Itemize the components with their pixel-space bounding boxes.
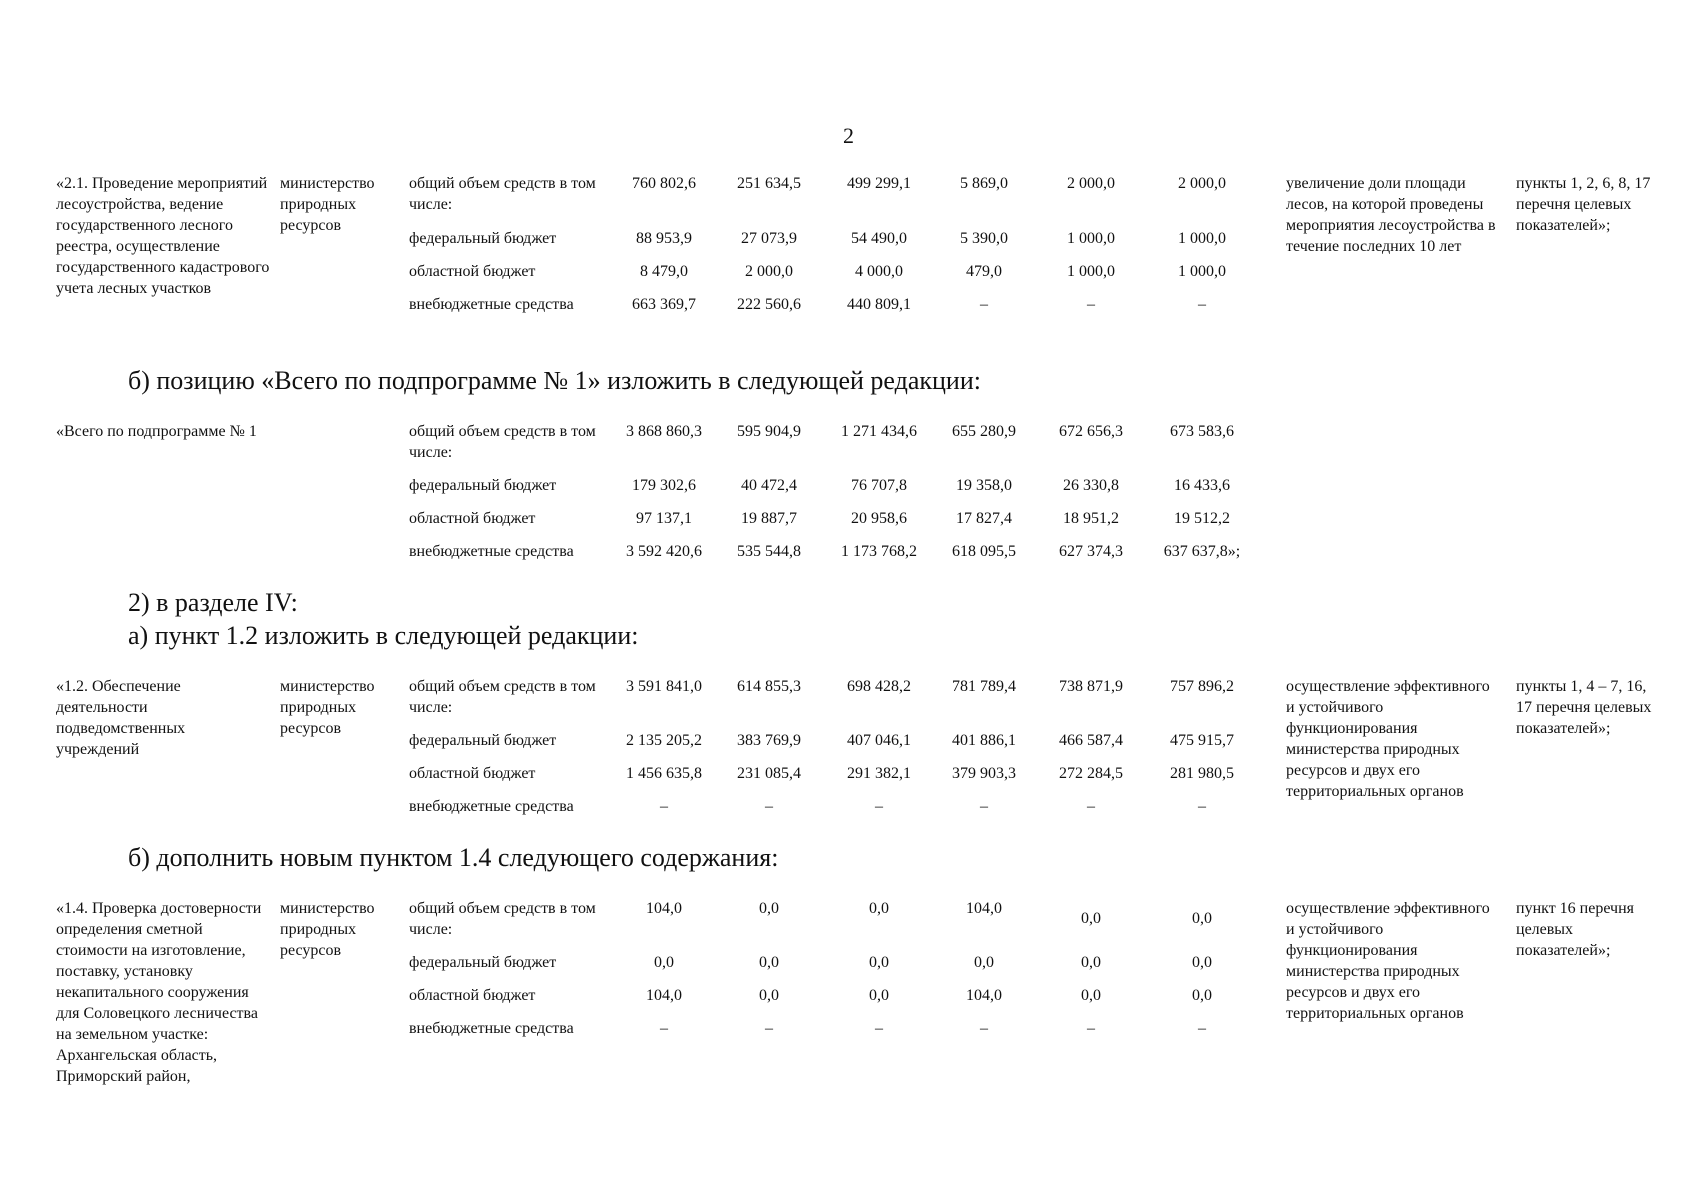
funding-row-extrabudgetary <box>409 541 1319 574</box>
value-cell: – <box>1087 798 1095 815</box>
value-cell: – <box>1198 798 1206 815</box>
value-cell: 88 953,9 <box>636 230 692 247</box>
value-cell: 627 374,3 <box>1059 543 1123 560</box>
measure-name: «2.1. Проведение мероприятий лесоустройства, ведение государственного лесного реестра, осуществление государственного кадастрового учета лесных участков <box>56 175 270 297</box>
value-cell: – <box>1087 296 1095 313</box>
funding-row-extrabudgetary <box>409 1018 1319 1051</box>
value-cell: – <box>980 296 988 313</box>
funding-source: федеральный бюджет <box>409 230 557 247</box>
value-cell: 1 000,0 <box>1178 230 1226 247</box>
funding-source: федеральный бюджет <box>409 954 557 971</box>
value-cell: 760 802,6 <box>632 175 696 192</box>
funding-source: федеральный бюджет <box>409 477 557 494</box>
executor: министерство природных ресурсов <box>280 175 375 234</box>
funding-source: общий объем средств в том числе: <box>409 423 596 461</box>
funding-source: областной бюджет <box>409 263 536 280</box>
value-cell: – <box>875 1020 883 1037</box>
value-cell: 0,0 <box>869 987 889 1004</box>
funding-row-total <box>409 173 1319 215</box>
value-cell: 673 583,6 <box>1170 423 1234 440</box>
funding-source: общий объем средств в том числе: <box>409 175 596 213</box>
value-cell: – <box>660 798 668 815</box>
value-cell: 5 869,0 <box>960 175 1008 192</box>
value-cell: 0,0 <box>869 954 889 971</box>
value-cell: 401 886,1 <box>952 732 1016 749</box>
value-cell: 595 904,9 <box>737 423 801 440</box>
value-cell: 272 284,5 <box>1059 765 1123 782</box>
value-cell: 0,0 <box>1192 954 1212 971</box>
value-cell: 1 000,0 <box>1067 230 1115 247</box>
section-heading: а) пункт 1.2 изложить в следующей редакции: <box>128 621 639 650</box>
value-cell: 0,0 <box>1081 987 1101 1004</box>
value-cell: 0,0 <box>759 954 779 971</box>
executor: министерство природных ресурсов <box>280 900 375 959</box>
value-cell: 179 302,6 <box>632 477 696 494</box>
measure-name: «1.2. Обеспечение деятельности подведомственных учреждений <box>56 678 186 758</box>
section-heading: б) позицию «Всего по подпрограмме № 1» изложить в следующей редакции: <box>128 366 981 395</box>
value-cell: 738 871,9 <box>1059 678 1123 695</box>
value-cell: 3 591 841,0 <box>626 678 702 695</box>
funding-row-extrabudgetary <box>409 294 1319 327</box>
value-cell: 781 789,4 <box>952 678 1016 695</box>
section-heading: 2) в разделе IV: <box>128 588 298 617</box>
value-cell: 19 512,2 <box>1174 510 1230 527</box>
value-cell: 2 135 205,2 <box>626 732 702 749</box>
funding-row-regional <box>409 508 1319 541</box>
value-cell: 0,0 <box>869 900 889 917</box>
value-cell: 618 095,5 <box>952 543 1016 560</box>
value-cell: 26 330,8 <box>1063 477 1119 494</box>
funding-source: областной бюджет <box>409 987 536 1004</box>
value-cell: 379 903,3 <box>952 765 1016 782</box>
value-cell: 0,0 <box>1081 954 1101 971</box>
expected-result: осуществление эффективного и устойчивого функционирования министерства природных ресурсов и двух его территориальных органов <box>1286 678 1490 800</box>
value-cell: 17 827,4 <box>956 510 1012 527</box>
value-cell: 0,0 <box>1192 910 1212 927</box>
funding-source: внебюджетные средства <box>409 1020 574 1037</box>
value-cell: – <box>1198 1020 1206 1037</box>
value-cell: 16 433,6 <box>1174 477 1230 494</box>
value-cell: 97 137,1 <box>636 510 692 527</box>
value-cell: 2 000,0 <box>745 263 793 280</box>
value-cell: 251 634,5 <box>737 175 801 192</box>
value-cell: 281 980,5 <box>1170 765 1234 782</box>
value-cell: 20 958,6 <box>851 510 907 527</box>
measure-name: «Всего по подпрограмме № 1 <box>56 423 257 440</box>
value-cell: 614 855,3 <box>737 678 801 695</box>
value-cell: 663 369,7 <box>632 296 696 313</box>
funding-row-federal <box>409 228 1319 261</box>
value-cell: – <box>980 1020 988 1037</box>
value-cell: 2 000,0 <box>1178 175 1226 192</box>
funding-row-federal <box>409 475 1319 508</box>
section-heading: б) дополнить новым пунктом 1.4 следующего содержания: <box>128 843 779 872</box>
executor: министерство природных ресурсов <box>280 678 375 737</box>
value-cell: 104,0 <box>646 987 682 1004</box>
funding-source: областной бюджет <box>409 510 536 527</box>
value-cell: – <box>875 798 883 815</box>
value-cell: 475 915,7 <box>1170 732 1234 749</box>
value-cell: 2 000,0 <box>1067 175 1115 192</box>
value-cell: 698 428,2 <box>847 678 911 695</box>
value-cell: 1 271 434,6 <box>841 423 917 440</box>
value-cell: – <box>765 1020 773 1037</box>
value-cell: 655 280,9 <box>952 423 1016 440</box>
value-cell: 672 656,3 <box>1059 423 1123 440</box>
value-cell: 291 382,1 <box>847 765 911 782</box>
expected-result: осуществление эффективного и устойчивого функционирования министерства природных ресурсов и двух его территориальных органов <box>1286 900 1490 1022</box>
value-cell: – <box>980 798 988 815</box>
value-cell: 54 490,0 <box>851 230 907 247</box>
expected-result: увеличение доли площади лесов, на которой проведены мероприятия лесоустройства в течение последних 10 лет <box>1286 175 1496 255</box>
value-cell: 535 544,8 <box>737 543 801 560</box>
value-cell: 27 073,9 <box>741 230 797 247</box>
value-cell: 40 472,4 <box>741 477 797 494</box>
funding-row-regional <box>409 985 1319 1018</box>
value-cell: – <box>1198 296 1206 313</box>
funding-source: общий объем средств в том числе: <box>409 678 596 716</box>
funding-source: областной бюджет <box>409 765 536 782</box>
funding-source: федеральный бюджет <box>409 732 557 749</box>
value-cell: – <box>765 798 773 815</box>
target-indicators: пункты 1, 4 – 7, 16, 17 перечня целевых показателей»; <box>1516 678 1652 737</box>
value-cell: 499 299,1 <box>847 175 911 192</box>
value-cell: 1 456 635,8 <box>626 765 702 782</box>
value-cell: 76 707,8 <box>851 477 907 494</box>
value-cell: 479,0 <box>966 263 1002 280</box>
value-cell: 383 769,9 <box>737 732 801 749</box>
funding-row-extrabudgetary <box>409 796 1319 829</box>
value-cell: – <box>660 1020 668 1037</box>
funding-source: внебюджетные средства <box>409 543 574 560</box>
funding-row-total <box>409 421 1319 463</box>
funding-row-federal <box>409 730 1319 763</box>
value-cell: 5 390,0 <box>960 230 1008 247</box>
funding-row-total <box>409 898 1319 940</box>
value-cell: 757 896,2 <box>1170 678 1234 695</box>
value-cell: 18 951,2 <box>1063 510 1119 527</box>
value-cell: – <box>1087 1020 1095 1037</box>
target-indicators: пункты 1, 2, 6, 8, 17 перечня целевых показателей»; <box>1516 175 1651 234</box>
funding-source: внебюджетные средства <box>409 798 574 815</box>
funding-row-regional <box>409 763 1319 796</box>
value-cell: 0,0 <box>759 987 779 1004</box>
value-cell: 3 592 420,6 <box>626 543 702 560</box>
value-cell: 104,0 <box>966 900 1002 917</box>
value-cell: 637 637,8»; <box>1163 543 1241 560</box>
value-cell: 440 809,1 <box>847 296 911 313</box>
funding-source: внебюджетные средства <box>409 296 574 313</box>
value-cell: 3 868 860,3 <box>626 423 702 440</box>
value-cell: 104,0 <box>646 900 682 917</box>
value-cell: 1 000,0 <box>1067 263 1115 280</box>
value-cell: 4 000,0 <box>855 263 903 280</box>
value-cell: 222 560,6 <box>737 296 801 313</box>
value-cell: 0,0 <box>1192 987 1212 1004</box>
value-cell: 8 479,0 <box>640 263 688 280</box>
funding-row-total <box>409 676 1319 718</box>
funding-row-regional <box>409 261 1319 294</box>
target-indicators: пункт 16 перечня целевых показателей»; <box>1516 900 1635 959</box>
value-cell: 0,0 <box>1081 910 1101 927</box>
measure-name: «1.4. Проверка достоверности определения сметной стоимости на изготовление, поставку, установку некапитального сооружения для Соловецкого лесничества на земельном участке: Архангельская область, Приморский район, <box>56 900 262 1085</box>
value-cell: 0,0 <box>974 954 994 971</box>
value-cell: 0,0 <box>759 900 779 917</box>
page-number: 2 <box>843 123 854 148</box>
value-cell: 1 000,0 <box>1178 263 1226 280</box>
funding-row-federal <box>409 952 1319 985</box>
value-cell: 1 173 768,2 <box>841 543 917 560</box>
value-cell: 19 887,7 <box>741 510 797 527</box>
value-cell: 407 046,1 <box>847 732 911 749</box>
value-cell: 231 085,4 <box>737 765 801 782</box>
funding-source: общий объем средств в том числе: <box>409 900 596 938</box>
value-cell: 104,0 <box>966 987 1002 1004</box>
value-cell: 0,0 <box>654 954 674 971</box>
value-cell: 466 587,4 <box>1059 732 1123 749</box>
value-cell: 19 358,0 <box>956 477 1012 494</box>
